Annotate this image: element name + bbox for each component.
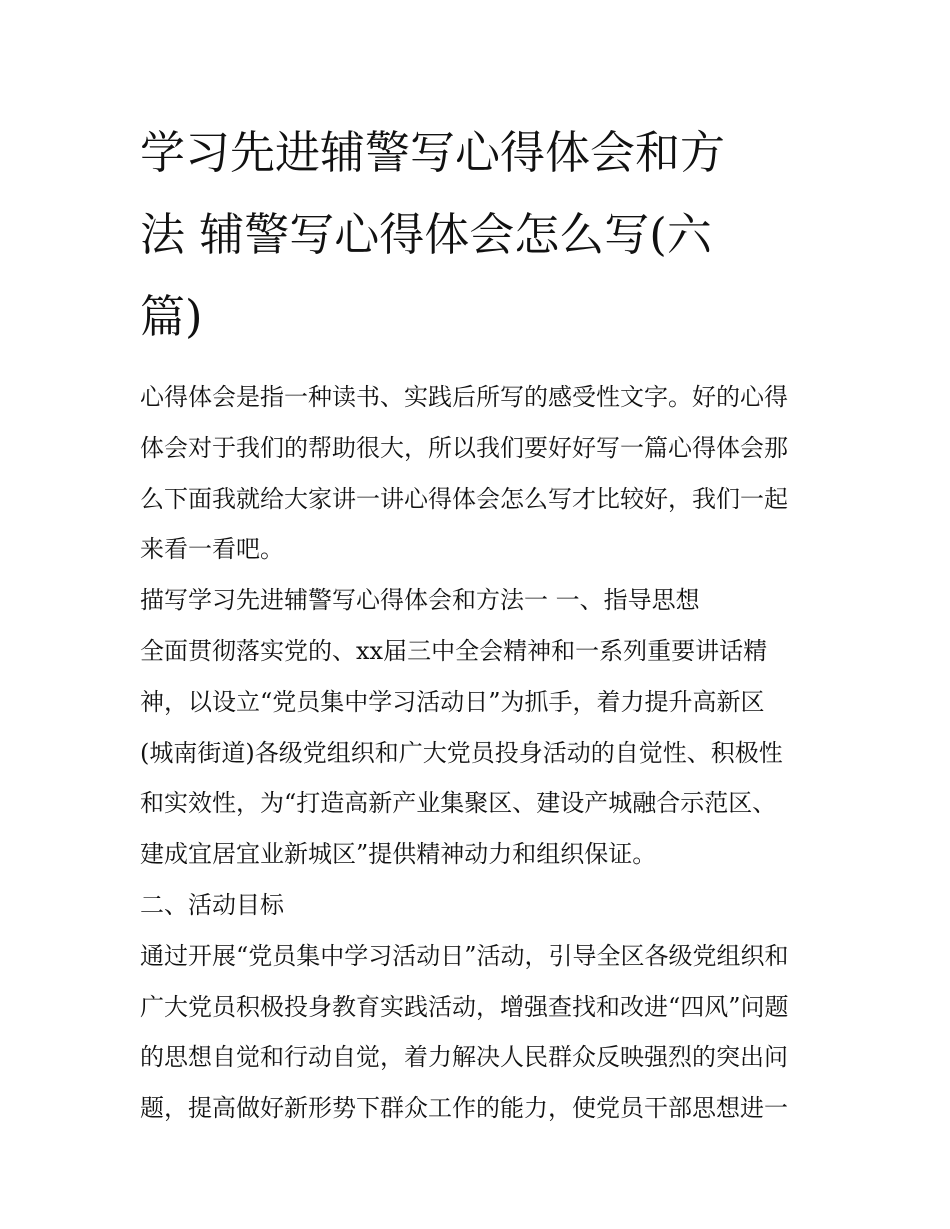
- section-heading-activity-goals: 二、活动目标: [140, 890, 284, 919]
- guiding-thought-line-5: 建成宜居宜业新城区”提供精神动力和组织保证。: [140, 840, 657, 869]
- intro-line-3: 么下面我就给大家讲一讲心得体会怎么写才比较好，我们一起: [140, 484, 788, 513]
- activity-goals-line-4: 题，提高做好新形势下群众工作的能力，使党员干部思想进一: [140, 1094, 788, 1123]
- guiding-thought-line-3: (城南街道)各级党组织和广大党员投身活动的自觉性、积极性: [140, 738, 783, 767]
- guiding-thought-line-1: 全面贯彻落实党的、xx届三中全会精神和一系列重要讲话精: [140, 636, 768, 665]
- activity-goals-line-1: 通过开展“党员集中学习活动日”活动，引导全区各级党组织和: [140, 941, 789, 970]
- intro-line-1: 心得体会是指一种读书、实践后所写的感受性文字。好的心得: [140, 383, 788, 411]
- guiding-thought-line-4: 和实效性，为“打造高新产业集聚区、建设产城融合示范区、: [140, 789, 777, 818]
- document-body: [140, 372, 815, 1134]
- intro-line-4: 来看一看吧。: [140, 535, 284, 564]
- title-line-2: 法 辅警写心得体会怎么写(六: [140, 208, 712, 261]
- section-heading-guiding-thought: 描写学习先进辅警写心得体会和方法一 一、指导思想: [140, 586, 700, 615]
- intro-line-2: 体会对于我们的帮助很大，所以我们要好好写一篇心得体会那: [140, 433, 788, 462]
- document-page: [140, 112, 815, 1134]
- title-line-3: 篇): [140, 290, 203, 343]
- title-line-1: 学习先进辅警写心得体会和方: [140, 126, 726, 179]
- activity-goals-line-2: 广大党员积极投身教育实践活动，增强查找和改进“四风”问题: [140, 992, 789, 1021]
- activity-goals-line-3: 的思想自觉和行动自觉，着力解决人民群众反映强烈的突出问: [140, 1043, 788, 1072]
- guiding-thought-line-2: 神，以设立“党员集中学习活动日”为抓手，着力提升高新区: [140, 687, 765, 716]
- document-title: [140, 112, 815, 358]
